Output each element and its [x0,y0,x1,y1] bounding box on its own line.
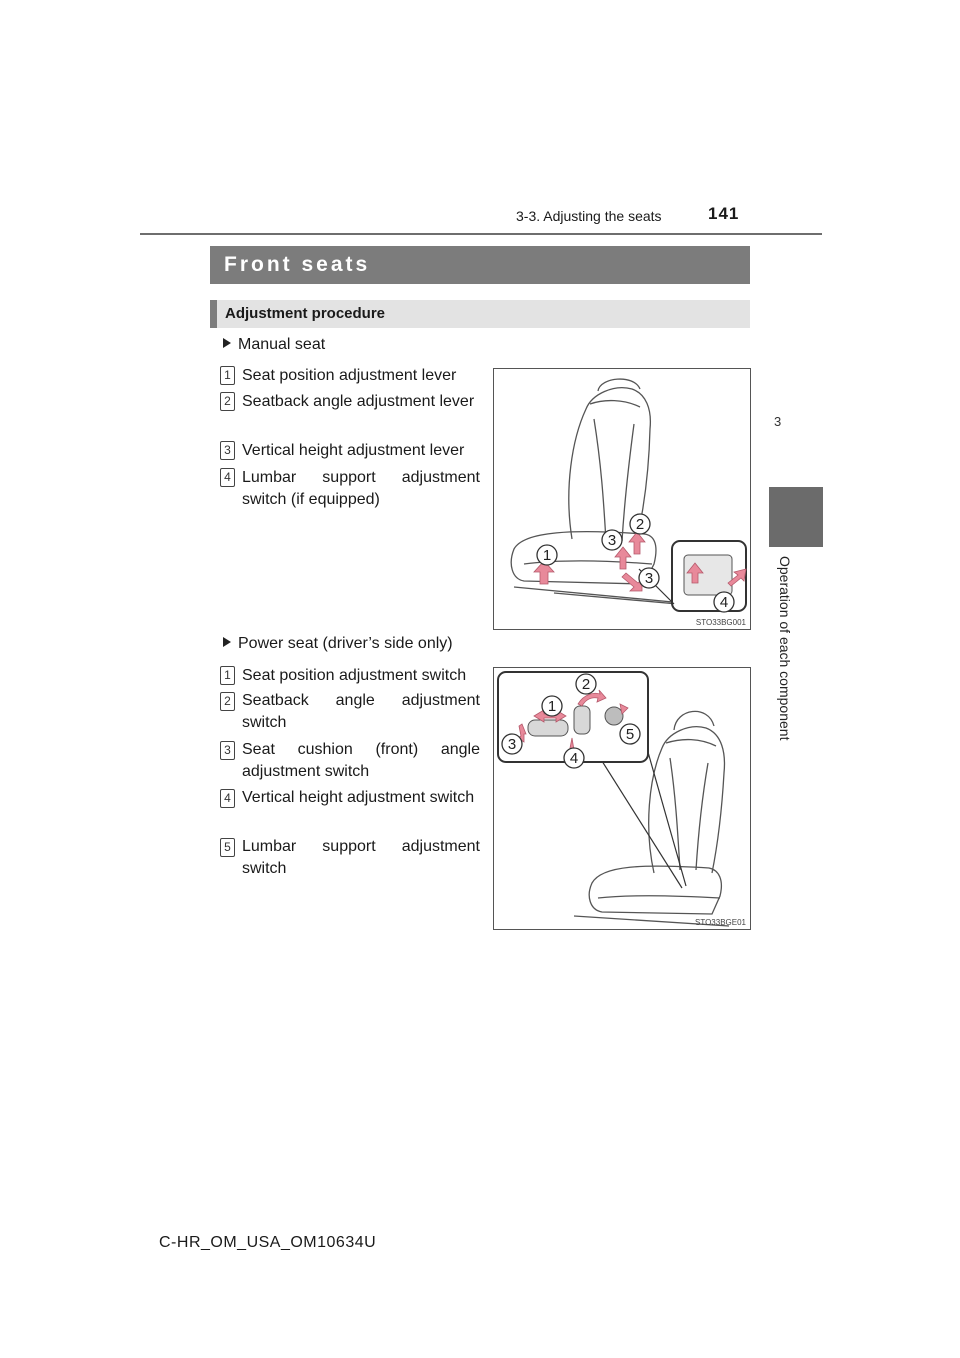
item-number: 4 [220,789,235,808]
manual-seat-figure [493,368,751,630]
callout-label: 5 [625,726,635,743]
callout-label: 4 [719,594,729,611]
callout-label: 3 [644,570,654,587]
subsection-heading: Adjustment procedure [210,300,750,328]
item-number: 4 [220,468,235,487]
callout-label: 3 [507,736,517,753]
figure-code: STO33BG001 [695,618,746,627]
page-number: 141 [708,204,740,223]
manual-item-text: Lumbar support adjustment switch (if equipped) [242,469,480,508]
power-seat-heading [223,635,453,653]
item-number: 3 [220,441,235,460]
power-seat-figure [493,667,751,930]
power-item-text: Seat position adjustment switch [242,667,467,684]
seat-illustration [494,369,750,629]
manual-item-text: Vertical height adjustment lever [242,442,465,459]
callout-label: 1 [542,547,552,564]
callout-label: 3 [607,532,617,549]
header-divider [140,233,822,235]
chapter-title: Operation of each component [777,556,793,741]
item-number: 1 [220,666,235,685]
callout-label: 2 [581,676,591,693]
callout-label: 1 [547,698,557,715]
power-item-text: Lumbar support adjustment switch [242,838,480,877]
page-title-bar [210,246,750,284]
power-seat-heading-text: Power seat (driver’s side only) [238,635,453,652]
power-item-text: Seat cushion (front) angle adjustment switch [242,741,480,780]
power-item-text: Seatback angle adjustment switch [242,692,480,731]
bullet-triangle-icon [223,338,231,348]
item-number: 5 [220,838,235,857]
figure-code: STO33BGE01 [695,918,746,927]
item-number: 2 [220,692,235,711]
item-number: 2 [220,392,235,411]
manual-seat-heading [223,336,325,354]
item-number: 1 [220,366,235,385]
bullet-triangle-icon [223,637,231,647]
chapter-number: 3 [774,414,782,429]
callout-label: 2 [635,516,645,533]
power-item-text: Vertical height adjustment switch [242,789,475,806]
section-heading: 3-3. Adjusting the seats [516,208,662,224]
manual-seat-heading-text: Manual seat [238,336,326,353]
callout-label: 4 [569,750,579,767]
document-code: C-HR_OM_USA_OM10634U [159,1234,377,1251]
page-title: Front seats [224,253,371,276]
manual-item-text: Seat position adjustment lever [242,367,457,384]
item-number: 3 [220,741,235,760]
chapter-tab-marker [769,487,823,547]
seat-illustration [494,668,750,929]
manual-item-text: Seatback angle adjustment lever [242,393,475,410]
